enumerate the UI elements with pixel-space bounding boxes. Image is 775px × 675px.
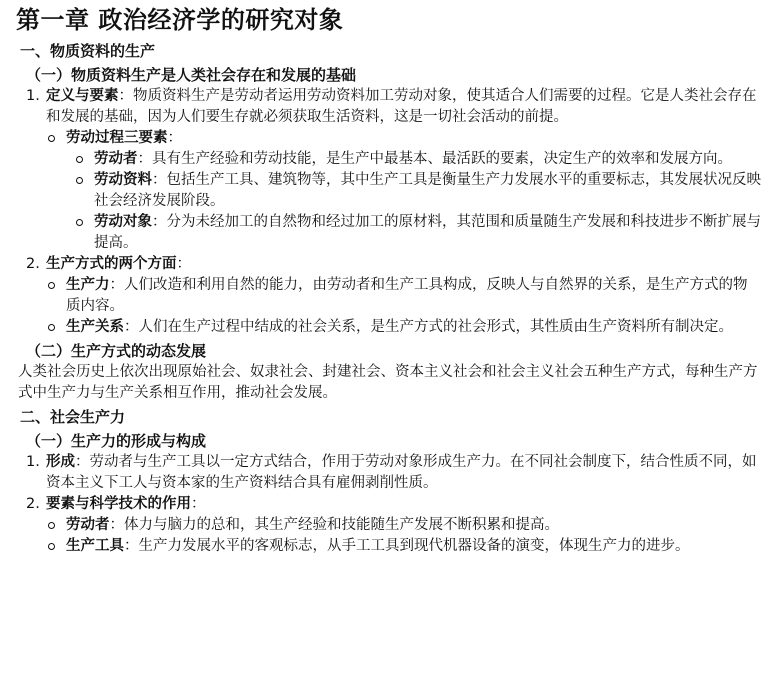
bullet-text: ：体力与脑力的总和，其生产经验和技能随生产发展不断积累和提高。 bbox=[109, 517, 559, 533]
bullet-text: ：分为未经加工的自然物和经过加工的原材料，其范围和质量随生产发展和科技进步不断扩展与提高。 bbox=[94, 214, 761, 251]
item-colon: ： bbox=[176, 256, 191, 272]
paragraph-dynamic-development: 人类社会历史上依次出现原始社会、奴隶社会、封建社会、资本主义社会和社会主义社会五种生产方式，每种生产方式中生产力与生产关系相互作用，推动社会发展。 bbox=[18, 364, 758, 401]
bullet-relations-of-production bbox=[14, 317, 761, 338]
numbered-item-formation bbox=[14, 452, 761, 494]
numbered-item-mode-of-production bbox=[14, 254, 761, 275]
bullet-term: 劳动资料 bbox=[94, 172, 152, 188]
bullet-laborer bbox=[14, 515, 761, 536]
sub-bullet-laborer bbox=[14, 149, 761, 170]
sub-bullet-object-of-labor bbox=[14, 212, 761, 254]
numbered-item-definition bbox=[14, 86, 761, 128]
item-term: 生产方式的两个方面 bbox=[46, 256, 177, 272]
item-term: 要素与科学技术的作用 bbox=[46, 496, 191, 512]
bullet-text: ：人们改造和利用自然的能力，由劳动者和生产工具构成，反映人与自然界的关系，是生产方式的物质内容。 bbox=[66, 277, 748, 314]
bullet-term: 生产工具 bbox=[66, 538, 124, 554]
subsection-heading-1-1: （一）物质资料生产是人类社会存在和发展的基础 bbox=[26, 66, 357, 84]
sub-bullet-means-of-labor bbox=[14, 170, 761, 212]
bullet-text: ：生产力发展水平的客观标志，从手工工具到现代机器设备的演变，体现生产力的进步。 bbox=[124, 538, 690, 554]
bullet-term: 劳动者 bbox=[94, 151, 138, 167]
item-term: 定义与要素 bbox=[46, 88, 119, 104]
bullet-term: 生产关系 bbox=[66, 319, 124, 335]
bullet-production-tools bbox=[14, 536, 761, 557]
item-number: 2. bbox=[26, 256, 40, 272]
bullet-term: 生产力 bbox=[66, 277, 110, 293]
item-text: ：物质资料生产是劳动者运用劳动资料加工劳动对象，使其适合人们需要的过程。它是人类社会存在和发展的基础，因为人们要生存就必须获取生活资料，这是一切社会活动的前提。 bbox=[46, 88, 757, 125]
item-colon: ： bbox=[191, 496, 206, 512]
item-number: 2. bbox=[26, 496, 40, 512]
section-heading-2: 二、社会生产力 bbox=[20, 408, 126, 426]
chapter-title: 第一章 政治经济学的研究对象 bbox=[16, 6, 344, 34]
bullet-text: ：包括生产工具、建筑物等，其中生产工具是衡量生产力发展水平的重要标志，其发展状况反映社会经济发展阶段。 bbox=[94, 172, 761, 209]
section-heading-1: 一、物质资料的生产 bbox=[20, 42, 156, 60]
bullet-productive-forces bbox=[14, 275, 761, 317]
subsection-heading-1-2: （二）生产方式的动态发展 bbox=[26, 342, 207, 360]
bullet-text: ：具有生产经验和劳动技能，是生产中最基本、最活跃的要素，决定生产的效率和发展方向。 bbox=[137, 151, 732, 167]
bullet-elements-title bbox=[14, 128, 761, 149]
subsection-heading-2-1: （一）生产力的形成与构成 bbox=[26, 432, 207, 450]
numbered-item-elements-and-technology bbox=[14, 494, 761, 515]
bullet-term: 劳动对象 bbox=[94, 214, 152, 230]
item-number: 1. bbox=[26, 88, 40, 104]
item-text: ：劳动者与生产工具以一定方式结合，作用于劳动对象形成生产力。在不同社会制度下，结合性质不同，如资本主义下工人与资本家的生产资料结合具有雇佣剥削性质。 bbox=[46, 454, 757, 491]
item-number: 1. bbox=[26, 454, 40, 470]
item-term: 形成 bbox=[46, 454, 75, 470]
bullet-text: ：人们在生产过程中结成的社会关系，是生产方式的社会形式，其性质由生产资料所有制决定。 bbox=[124, 319, 733, 335]
bullet-term: 劳动过程三要素 bbox=[66, 130, 168, 146]
bullet-colon: ： bbox=[167, 130, 182, 146]
bullet-term: 劳动者 bbox=[66, 517, 110, 533]
